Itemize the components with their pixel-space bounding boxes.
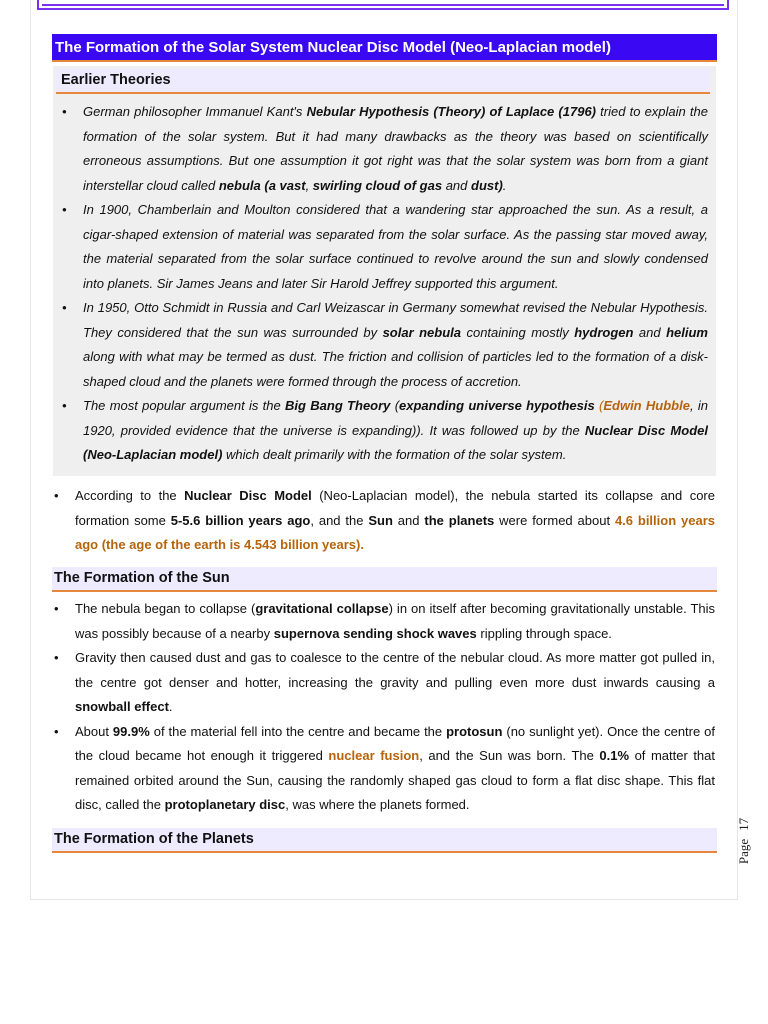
text-span: ,: [305, 177, 313, 193]
text-span: were formed about: [494, 512, 615, 528]
bold-term: protosun: [446, 723, 503, 739]
bold-term: nebula (a vast: [218, 177, 306, 193]
text-span: The most popular argument is the: [83, 398, 286, 413]
bullet-icon: •: [62, 300, 67, 315]
bold-term: solar nebula: [382, 324, 461, 340]
list-item: [60, 198, 708, 296]
theory-bigbang-text: [83, 398, 708, 462]
text-span: About: [75, 723, 113, 739]
page-label: Page: [736, 838, 751, 865]
bold-term: Sun: [368, 512, 393, 528]
text-span: along with what may be termed as dust. The friction and collision of particles led to the formation of a disk-shaped cloud and the planets were formed through the process of accretion.: [83, 349, 708, 389]
highlight-term: 4.6 billion years ago (the age of the earth is 4.543 billion years): [75, 512, 716, 552]
text-span: which dealt primarily with the formation of the solar system.: [222, 447, 567, 462]
bold-term: snowball effect: [75, 699, 169, 714]
sun-protosun-text: [75, 724, 715, 813]
bold-term: gravitational collapse: [255, 601, 389, 616]
text-span: (Neo-Laplacian model), the nebula started its collapse and core formation some: [75, 488, 715, 528]
theory-chamberlain-text: In 1900, Chamberlain and Moulton considered that a wandering star approached the sun. As a result, a cigar-shaped extension of material was separated from the solar surface. As the passing star moved away, the material separated from the solar surface continued to revolve around the sun and slowly condensed into planets. Sir James Jeans and later Sir Harold Jeffrey supported this argument.: [83, 202, 708, 291]
list-item: [60, 296, 708, 394]
text-span: The nebula began to collapse (: [75, 601, 256, 616]
bold-term: Nebular Hypothesis (Theory) of Laplace (1796): [306, 104, 597, 119]
bold-term: 99.9%: [112, 723, 150, 739]
bold-term: dust): [471, 177, 503, 193]
page-number-value: 17: [736, 817, 751, 831]
text-span: , and the Sun was born. The: [419, 748, 600, 763]
bullet-icon: •: [62, 398, 67, 413]
earlier-theories-heading: Earlier Theories: [56, 69, 710, 94]
bold-term: Nuclear Disc Model: [184, 488, 312, 503]
bold-term: protoplanetary disc: [164, 797, 286, 812]
text-span: Gravity then caused dust and gas to coalesce to the centre of the nebular cloud. As more matter got pulled in, the centre got denser and hotter, increasing the gravity and pulling even more dust inwards causing a: [75, 650, 715, 690]
text-span: and: [442, 177, 472, 193]
nuclear-disc-text: [75, 488, 715, 552]
text-span: and: [392, 512, 425, 528]
text-span: tried to explain the formation of the solar system. But it had many drawbacks as the theory was based on scientifically erroneous assumptions. But one assumption it got right was that the solar system was born from a giant interstellar cloud called: [83, 104, 708, 193]
bullet-icon: •: [54, 601, 59, 616]
list-item: [60, 394, 708, 468]
text-span: containing mostly: [461, 324, 575, 340]
list-item: [52, 484, 715, 558]
bold-term: the planets: [424, 512, 495, 528]
text-span: .: [502, 177, 507, 193]
text-span: (no sunlight yet). Once the centre of the cloud became hot enough it triggered: [75, 723, 716, 763]
bold-term: hydrogen: [574, 324, 634, 340]
list-item: [52, 720, 715, 818]
text-span: .: [168, 699, 173, 714]
bold-term: helium: [666, 324, 708, 340]
page-title: The Formation of the Solar System Nuclear Disc Model (Neo-Laplacian model): [52, 34, 717, 62]
bullet-icon: •: [54, 488, 59, 503]
bold-term: Nuclear Disc Model (Neo-Laplacian model): [83, 422, 708, 462]
text-span: of matter that remained orbited around the Sun, causing the randomly shaped gas cloud to form a flat disc shape. This flat disc, called the: [75, 748, 716, 812]
formation-of-sun-list: [52, 597, 715, 818]
bold-term: 5-5.6 billion years ago: [170, 512, 311, 528]
list-item: [52, 646, 715, 720]
sun-collapse-text: [75, 601, 715, 641]
formation-of-planets-heading: The Formation of the Planets: [52, 828, 717, 853]
text-span: and: [633, 324, 667, 340]
text-span: , was where the planets formed.: [285, 797, 470, 812]
theory-schmidt-text: [83, 300, 708, 389]
highlight-term: Edwin Hubble: [603, 398, 690, 413]
text-span: ) in on itself after becoming gravitationally unstable. This was possibly because of a nearby: [75, 601, 716, 641]
bold-term: 0.1%: [599, 748, 630, 763]
text-span: , in 1920, provided evidence that the universe is expanding)). It was followed up by the: [83, 398, 708, 438]
bold-term: supernova sending shock waves: [273, 625, 477, 641]
bullet-icon: •: [62, 202, 67, 217]
nuclear-disc-list: [52, 484, 715, 558]
page-number: [735, 810, 755, 872]
text-span: (: [594, 398, 604, 413]
bullet-icon: •: [54, 723, 59, 739]
text-span: In 1950, Otto Schmidt in Russia and Carl Weizascar in Germany somewhat revised the Nebular Hypothesis. They considered that the sun was surrounded by: [83, 300, 708, 340]
text-span: , and the: [310, 512, 369, 528]
bullet-icon: •: [54, 650, 59, 665]
highlight-term: nuclear fusion: [328, 748, 420, 763]
sun-gravity-text: [75, 650, 715, 714]
bold-term: expanding universe hypothesis: [399, 398, 595, 413]
text-span: of the material fell into the centre and became the: [149, 723, 447, 739]
formation-of-sun-heading: The Formation of the Sun: [52, 567, 717, 592]
text-span: rippling through space.: [476, 625, 612, 641]
bold-term: swirling cloud of gas: [312, 177, 443, 193]
earlier-theories-list: [60, 100, 708, 468]
theory-kant-text: [83, 104, 708, 193]
text-span: German philosopher Immanuel Kant's: [83, 104, 307, 119]
text-span: According to the: [75, 488, 185, 503]
top-banner-border: [37, 0, 729, 10]
text-span: (: [390, 398, 400, 413]
list-item: [60, 100, 708, 198]
text-span: .: [360, 537, 364, 552]
list-item: [52, 597, 715, 646]
bold-term: Big Bang Theory: [285, 398, 391, 413]
bullet-icon: •: [62, 104, 67, 119]
